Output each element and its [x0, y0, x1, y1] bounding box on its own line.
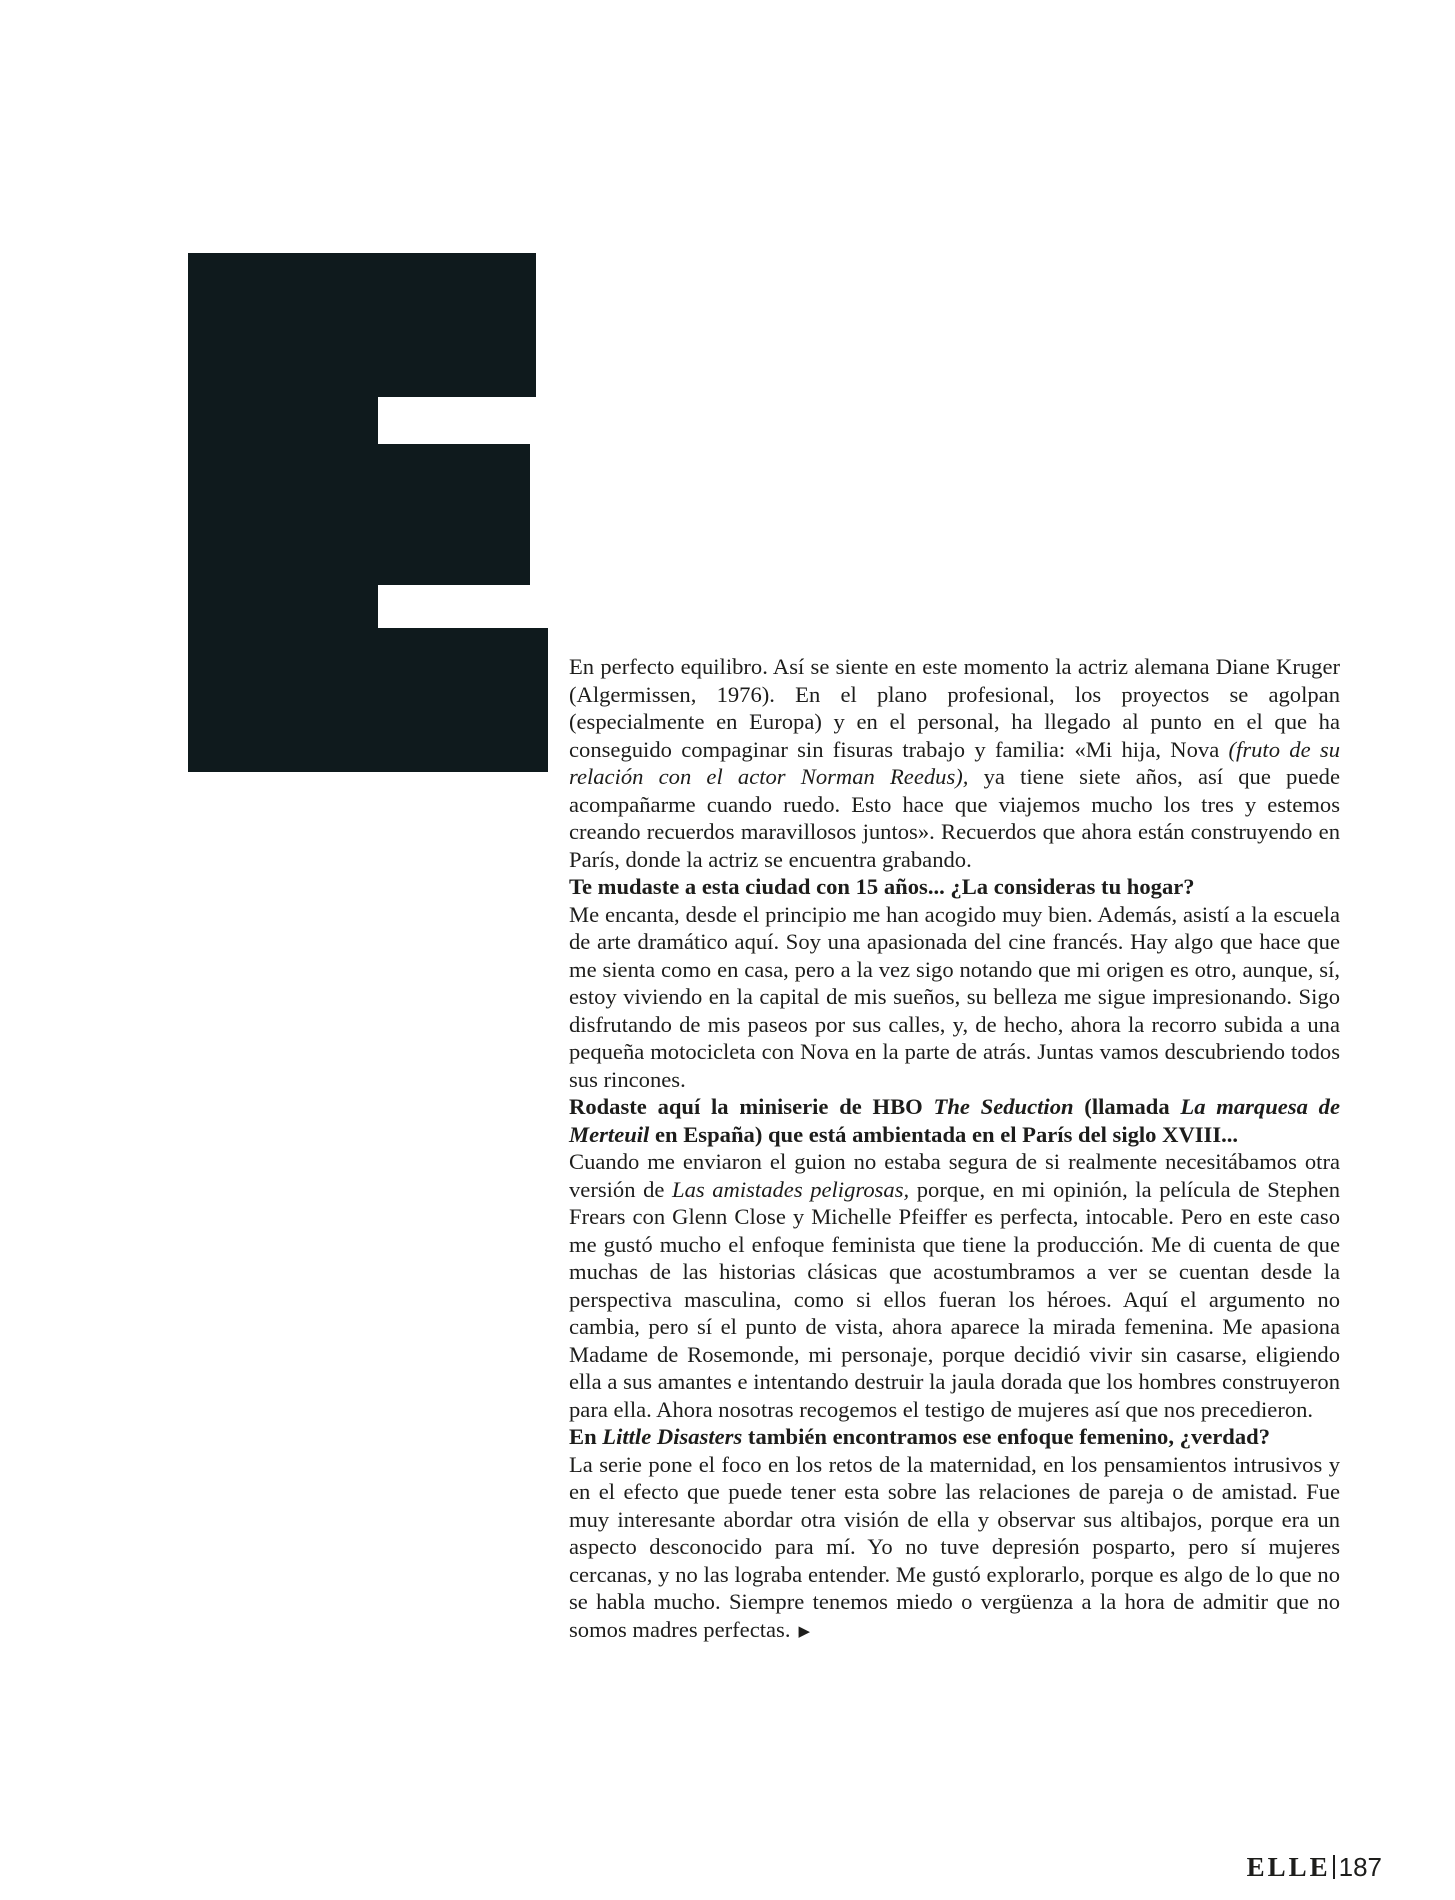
- question-3: [569, 1423, 1340, 1451]
- answer-1: Me encanta, desde el principio me han acogido muy bien. Además, asistí a la escuela de arte dramático aquí. Soy una apasionada del cine francés. Hay algo que hace que me sienta como en casa, pero a la vez sigo notando que mi origen es otro, aunque, sí, estoy viviendo en la capital de mis sueños, su belleza me sigue impresionando. Sigo disfrutando de mis paseos por sus calles, y, de hecho, ahora la recorro subida a una pequeña motocicleta con Nova en la parte de atrás. Juntas vamos descubriendo todos sus rincones.: [569, 901, 1340, 1092]
- magazine-brand: ELLE: [1246, 1852, 1331, 1882]
- question-2-a: Rodaste aquí la miniserie de HBO: [569, 1094, 934, 1119]
- answer-2: [569, 1148, 1340, 1423]
- intro-paragraph: [569, 653, 1340, 873]
- intro-text-b: ya tiene siete años, así que puede acompañarme cuando ruedo. Esto hace que viajemos mucho los tres y estemos creando recuerdos maravillosos juntos». Recuerdos que ahora están construyendo en París, donde la actriz se encuentra grabando.: [569, 764, 1340, 872]
- answer-2-a: Cuando me enviaron el guion no estaba segura de si realmente necesitábamos otra versión de: [569, 1149, 1340, 1202]
- question-3-a: En: [569, 1424, 603, 1449]
- question-3-italic: Little Disasters: [602, 1424, 743, 1449]
- question-1: Te mudaste a esta ciudad con 15 años... ¿La consideras tu hogar?: [569, 874, 1195, 899]
- answer-3: [569, 1451, 1340, 1647]
- footer-divider: [1333, 1855, 1335, 1879]
- intro-text-a: En perfecto equilibro. Así se siente en este momento la actriz alemana Diane Kruger (Algermissen, 1976). En el plano profesional, los proyectos se agolpan (especialmente en Europa) y en el personal, ha llegado al punto en el que ha conseguido compaginar sin fisuras trabajo y familia: «Mi hija, Nova: [569, 654, 1340, 762]
- question-3-b: también encontramos ese enfoque femenino, ¿verdad?: [742, 1424, 1271, 1449]
- question-2-italic-2: La marquesa de Merteuil: [569, 1094, 1340, 1147]
- answer-2-italic: Las amistades peligrosas,: [672, 1176, 910, 1202]
- answer-2-b: porque, en mi opinión, la película de Stephen Frears con Glenn Close y Michelle Pfeiffer es perfecta, intocable. Pero en este caso me gustó mucho el enfoque feminista que tiene la producción. Me di cuenta de que muchas de las historias clásicas que acostumbramos a ver se cuentan desde la perspectiva masculina, como si ellos fueran los héroes. Aquí el argumento no cambia, pero sí el punto de vista, ahora aparece la mirada femenina. Me apasiona Madame de Rosemonde, mi personaje, porque decidió vivir sin casarse, eligiendo ella a sus amantes e intentando destruir la jaula dorada que los hombres construyeron para ella. Ahora nosotras recogemos el testigo de mujeres así que nos precedieron.: [569, 1176, 1340, 1422]
- page-footer: [1247, 1852, 1382, 1882]
- intro-text-italic: (fruto de su relación con el actor Norman Reedus),: [569, 736, 1340, 789]
- question-2-c: en España) que está ambientada en el París del siglo XVIII...: [649, 1121, 1239, 1147]
- question-2-italic-1: The Seduction: [933, 1094, 1074, 1119]
- end-mark-icon: ▶: [798, 1623, 811, 1640]
- answer-3-text: La serie pone el foco en los retos de la maternidad, en los pensamientos intrusivos y en el efecto que puede tener esta sobre las relaciones de pareja o de amistad. Fue muy interesante abordar otra visión de ella y observar sus altibajos, porque era un aspecto desconocido para mí. Yo no tuve depresión posparto, pero sí mujeres cercanas, y no las lograba entender. Me gustó explorarlo, porque es algo de lo que no se habla mucho. Siempre tenemos miedo o vergüenza a la hora de admitir que no somos madres perfectas.: [569, 1451, 1340, 1642]
- question-2: [569, 1093, 1340, 1148]
- drop-cap-e-shape: [188, 253, 548, 772]
- question-2-b: (llamada: [1073, 1094, 1181, 1119]
- article-body: [569, 653, 1340, 1646]
- page-number: 187: [1338, 1852, 1382, 1882]
